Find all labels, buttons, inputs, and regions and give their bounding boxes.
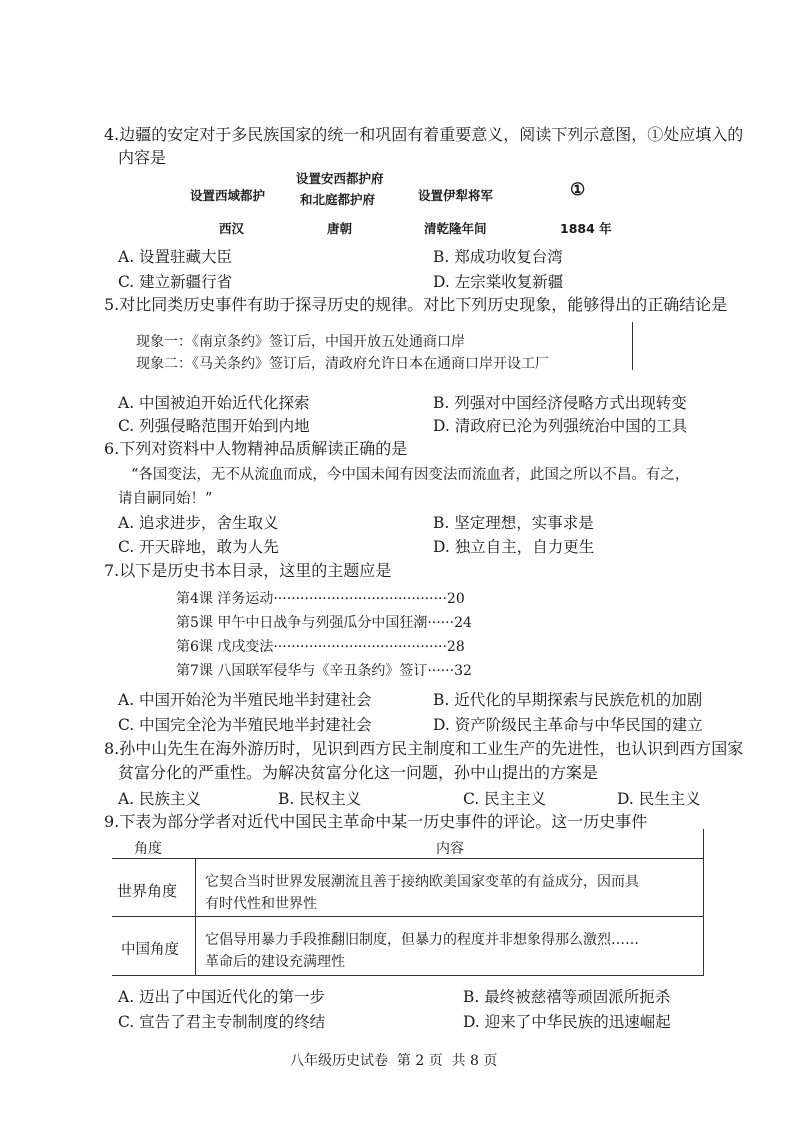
timeline-blank-marker: ① bbox=[570, 180, 586, 200]
table-header-divider bbox=[112, 858, 704, 859]
toc-dots: ······ bbox=[427, 663, 455, 679]
q7-stem: 7.以下是历史书本目录，这里的主题应是 bbox=[104, 561, 392, 580]
toc-entry-title: 第7课 八国联军侵华与《辛丑条约》签订 bbox=[176, 663, 428, 679]
q7-option-d[interactable]: D. 资产阶级民主革命与中华民国的建立 bbox=[433, 716, 703, 734]
q6-option-a[interactable]: A. 追求进步，舍生取义 bbox=[118, 514, 279, 532]
q5-stem: 5.对比同类历史事件有助于探寻历史的规律。对比下列历史现象，能够得出的正确结论是 bbox=[104, 295, 728, 314]
q9-option-d[interactable]: D. 迎来了中华民族的迅速崛起 bbox=[463, 1013, 671, 1031]
q8-option-c[interactable]: C. 民主主义 bbox=[463, 790, 547, 808]
timeline-event-1: 设置西域都护 bbox=[190, 188, 266, 203]
q5-phenomenon-2: 现象二：《马关条约》签订后，清政府允许日本在通商口岸开设工厂 bbox=[136, 356, 549, 372]
table-row-2-line2: 革命后的建设充满理性 bbox=[205, 954, 345, 970]
table-row-divider bbox=[112, 916, 704, 917]
toc-entry-title: 第4课 洋务运动 bbox=[176, 591, 274, 607]
q8-stem-line2: 贫富分化的严重性。为解决贫富分化这一问题，孙中山提出的方案是 bbox=[118, 763, 599, 782]
q5-option-a[interactable]: A. 中国被迫开始近代化探索 bbox=[118, 394, 310, 412]
timeline-event-3: 设置伊犁将军 bbox=[418, 188, 494, 203]
toc-dots: ······································· bbox=[273, 639, 447, 655]
table-header-content: 内容 bbox=[436, 841, 464, 857]
table-row-1-angle: 世界角度 bbox=[117, 882, 178, 900]
q6-quote-line1: “各国变法，无不从流血而成，今中国未闻有因变法而流血者，此国之所以不昌。有之， bbox=[131, 467, 690, 483]
q5-option-d[interactable]: D. 清政府已沦为列强统治中国的工具 bbox=[433, 417, 688, 435]
toc-entry-3 bbox=[176, 636, 465, 656]
timeline-period-4: 1884 年 bbox=[560, 221, 612, 236]
q8-stem-line1: 8.孙中山先生在海外游历时，见识到西方民主制度和工业生产的先进性，也认识到西方国家 bbox=[104, 739, 744, 758]
q7-option-a[interactable]: A. 中国开始沦为半殖民地半封建社会 bbox=[118, 691, 372, 709]
q7-option-c[interactable]: C. 中国完全沦为半殖民地半封建社会 bbox=[118, 716, 372, 734]
q7-option-b[interactable]: B. 近代化的早期探索与民族危机的加剧 bbox=[433, 691, 703, 709]
q4-option-c[interactable]: C. 建立新疆行省 bbox=[118, 273, 233, 291]
q4-option-b[interactable]: B. 郑成功收复台湾 bbox=[433, 248, 563, 266]
table-right-border bbox=[703, 829, 704, 975]
timeline-period-3: 清乾隆年间 bbox=[424, 221, 487, 236]
table-row-2-angle: 中国角度 bbox=[121, 942, 179, 958]
q9-option-c[interactable]: C. 宣告了君主专制制度的终结 bbox=[118, 1013, 326, 1031]
toc-page: 24 bbox=[454, 615, 472, 631]
table-row-1-line2: 有时代性和世界性 bbox=[205, 896, 317, 912]
q5-phenomenon-1: 现象一：《南京条约》签订后，中国开放五处通商口岸 bbox=[136, 334, 465, 350]
page-footer: 八年级历史试卷 第 2 页 共 8 页 bbox=[290, 1053, 498, 1069]
toc-dots: ······ bbox=[427, 615, 455, 631]
q8-option-b[interactable]: B. 民权主义 bbox=[278, 790, 362, 808]
q6-stem: 6.下列对资料中人物精神品质解读正确的是 bbox=[104, 439, 408, 458]
table-row-2-line1: 它倡导用暴力手段推翻旧制度，但暴力的程度并非想象得那么激烈…… bbox=[205, 932, 639, 948]
toc-page: 32 bbox=[454, 663, 472, 679]
toc-entry-2 bbox=[176, 612, 472, 632]
timeline-event-2a: 设置安西都护府 bbox=[296, 171, 384, 186]
toc-page: 28 bbox=[446, 639, 465, 655]
timeline-period-2: 唐朝 bbox=[327, 221, 353, 236]
q5-option-c[interactable]: C. 列强侵略范围开始到内地 bbox=[118, 417, 310, 435]
q8-option-d[interactable]: D. 民生主义 bbox=[617, 790, 701, 808]
toc-entry-4 bbox=[176, 660, 472, 680]
toc-page: 20 bbox=[446, 591, 465, 607]
q8-option-a[interactable]: A. 民族主义 bbox=[118, 790, 202, 808]
toc-entry-title: 第6课 戊戌变法 bbox=[176, 639, 274, 655]
q9-option-b[interactable]: B. 最终被慈禧等顽固派所扼杀 bbox=[463, 988, 671, 1006]
q6-option-b[interactable]: B. 坚定理想，实事求是 bbox=[433, 514, 594, 532]
q6-quote-line2: 请自嗣同始！” bbox=[118, 491, 213, 507]
q9-option-a[interactable]: A. 迈出了中国近代化的第一步 bbox=[118, 988, 326, 1006]
toc-dots: ······································· bbox=[273, 591, 447, 607]
q6-option-c[interactable]: C. 开天辟地，敢为人先 bbox=[118, 538, 279, 556]
q9-stem: 9.下表为部分学者对近代中国民主革命中某一历史事件的评论。这一历史事件 bbox=[104, 812, 648, 831]
q4-stem-line2: 内容是 bbox=[118, 148, 167, 167]
q5-option-b[interactable]: B. 列强对中国经济侵略方式出现转变 bbox=[433, 394, 687, 412]
timeline-period-1: 西汉 bbox=[219, 221, 245, 236]
q5-box-border bbox=[632, 322, 633, 370]
table-header-angle: 角度 bbox=[134, 841, 162, 857]
q4-option-d[interactable]: D. 左宗棠收复新疆 bbox=[433, 273, 564, 291]
q4-stem-line1: 4.边疆的安定对于多民族国家的统一和巩固有着重要意义，阅读下列示意图，①处应填入的 bbox=[104, 125, 744, 144]
table-row-1-line1: 它契合当时世界发展潮流且善于接纳欧美国家变革的有益成分，因而具 bbox=[205, 874, 639, 890]
table-bottom-border bbox=[112, 975, 704, 976]
q4-option-a[interactable]: A. 设置驻藏大臣 bbox=[118, 248, 233, 266]
q6-option-d[interactable]: D. 独立自主，自力更生 bbox=[433, 538, 595, 556]
toc-entry-1 bbox=[176, 588, 465, 608]
timeline-event-2b: 和北庭都护府 bbox=[300, 192, 376, 207]
toc-entry-title: 第5课 甲午中日战争与列强瓜分中国狂潮 bbox=[176, 615, 428, 631]
